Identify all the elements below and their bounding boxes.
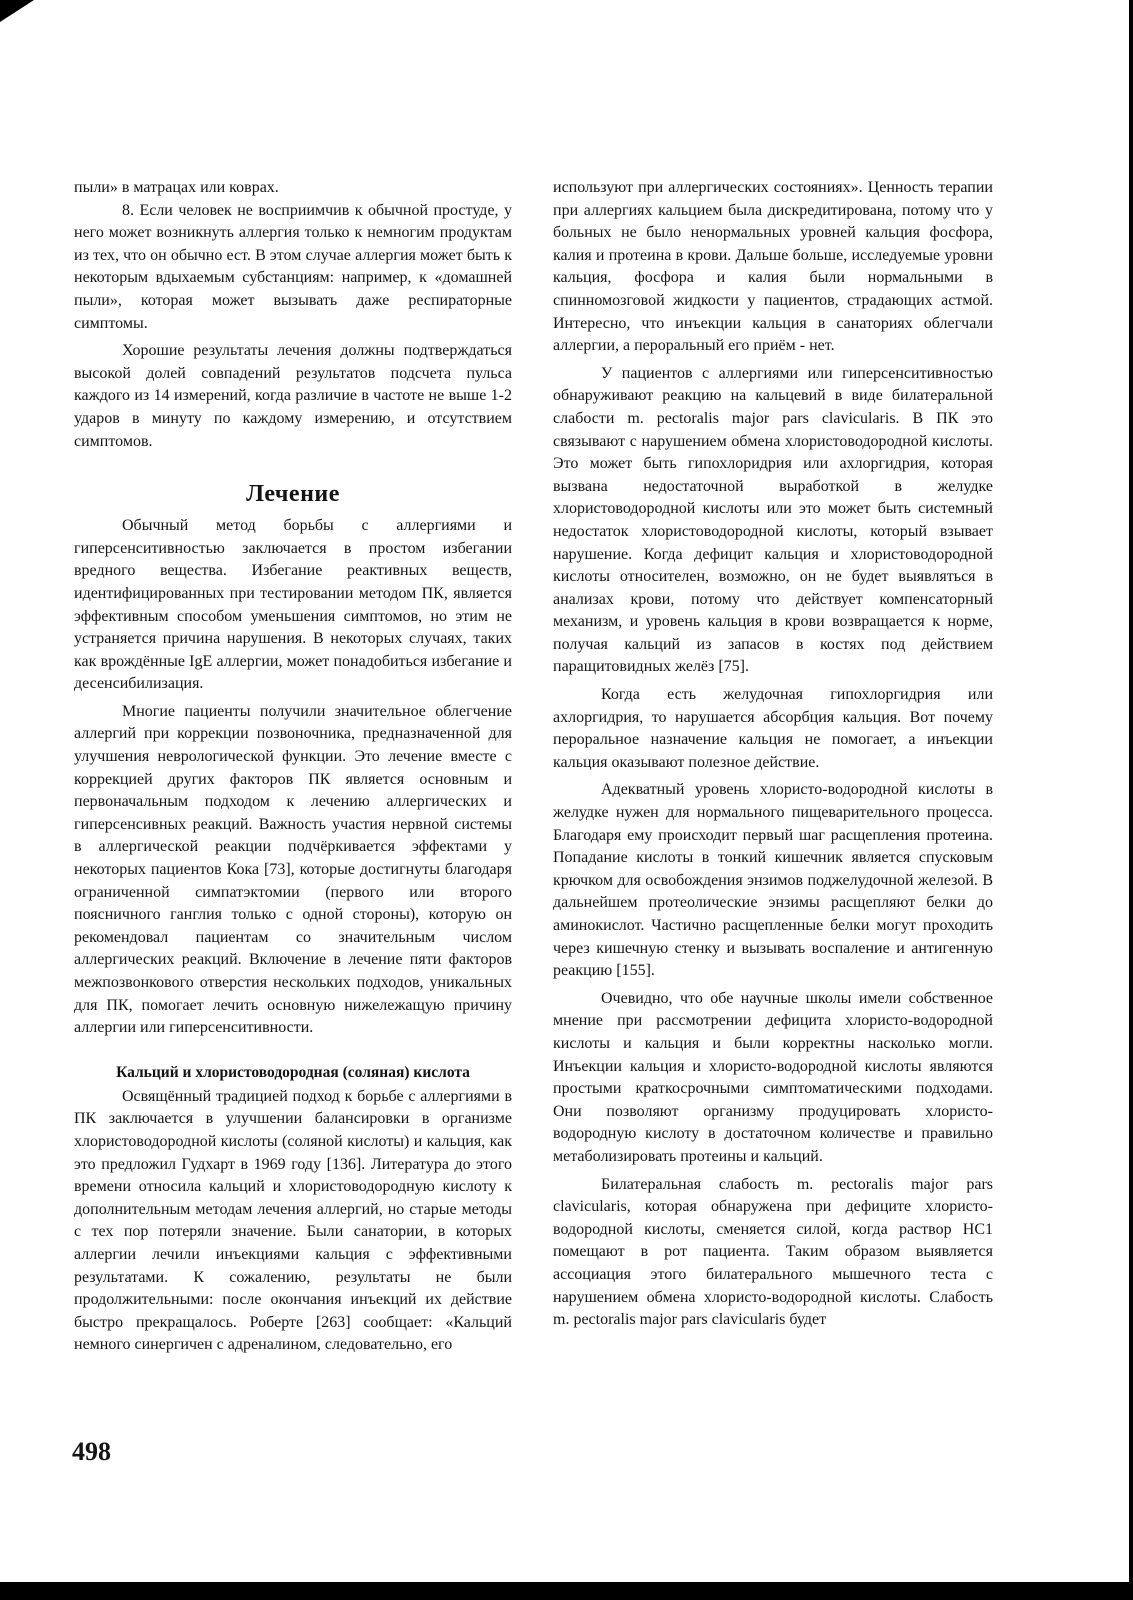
- right-column: [553, 177, 993, 1332]
- paragraph: У пациентов с аллергиями или гиперсенситивностью обнаруживают реакцию на кальцевий в виде билатеральной слабости m. pectoralis major pars clavicularis. В ПК это связывают с нарушением обмена хлористоводородной кислоты. Это может быть гипохлоридрия или ахлоргидрия, которая вызвана недостаточной выработкой в желудке хлористоводородной кислоты или это может быть системный недостаток хлористоводородной кислоты, который взывает нарушение. Когда дефицит кальция и хлористоводородной кислоты относителен, возможно, он не будет выявляться в анализах крови, потому что действует компенсаторный механизм, и уровень кальция в крови возвращается к норме, получая кальций из запасов в костях под действием паращитовидных желёз [75].: [553, 364, 993, 676]
- paragraph: Обычный метод борьбы с аллергиями и гиперсенситивностью заключается в простом избегании вредного вещества. Избегание реактивных веществ, идентифицированных при тестировании методом ПК, является эффективным способом уменьшения симптомов, но этим не устраняется причина нарушения. В некоторых случаях, таких как врождённые IgE аллергии, может понадобиться избегание и десенсибилизация.: [74, 517, 512, 693]
- paragraph: Освящённый традицией подход к борьбе с аллергиями в ПК заключается в улучшении балансировки в организме хлористоводородной кислоты (соляной кислоты) и кальция, как это предложил Гудхарт в 1969 году [136]. Литература до этого времени относила кальций и хлористоводородную кислоту к дополнительным методам лечения аллергий, но старые методы с тех пор потеряли значение. Были санатории, в которых аллергии лечили инъекциями кальция с эффективными результатами. К сожалению, результаты не были продолжительными: после окончания инъекций их действие быстро прекращалось. Роберте [263] сообщает: «Кальций немного синергичен с адреналином, следовательно, его: [74, 1087, 512, 1354]
- section-title: Лечение: [246, 481, 340, 508]
- subsection-title: Кальций и хлористоводородная (соляная) кислота: [116, 1063, 470, 1081]
- page-number: 498: [72, 1437, 111, 1466]
- paragraph: Хорошие результаты лечения должны подтверждаться высокой долей совпадений результатов подсчета пульса каждого из 14 измерений, когда различие в частоте не выше 1-2 ударов в минуту по каждому измерению, и отсутствием симптомов.: [74, 342, 512, 450]
- scan-bottom-band: [0, 1582, 1133, 1600]
- paragraph: Билатеральная слабость m. pectoralis major pars clavicularis, которая обнаружена при дефиците хлористо-водородной кислоты, сменяется силой, когда раствор НС1 помещают в рот пациента. Таким образом выявляется ассоциация этого билатерального мышечного теста с нарушением обмена хлористо-водородной кислоты. Слабость m. pectoralis major pars clavicularis будет: [553, 1175, 993, 1329]
- left-column: [74, 177, 512, 1357]
- paragraph: 8. Если человек не восприимчив к обычной простуде, у него может возникнуть аллергия только к немногим продуктам из тех, что он обычно ест. В этом случае аллергия может быть к некоторым вдыхаемым субстанциям: например, к «домашней пыли», которая может вызывать даже респираторные симптомы.: [74, 201, 512, 332]
- paragraph: используют при аллергических состояниях». Ценность терапии при аллергиях кальцием была дискредитирована, потому что у больных не было ненормальных уровней кальция фосфора, калия и протеина в крови. Дальше больше, исследуемые уровни кальция, фосфора и калия были нормальными в спинномозговой жидкости у пациентов, страдающих астмой. Интересно, что инъекции кальция в санаториях облегчали аллергии, а пероральный его приём - нет.: [553, 179, 993, 355]
- paragraph: Когда есть желудочная гипохлоргидрия или ахлоргидрия, то нарушается абсорбция кальция. Вот почему пероральное назначение кальция не помогает, а инъекции кальция оказывают полезное действие.: [553, 686, 993, 771]
- paragraph: Многие пациенты получили значительное облегчение аллергий при коррекции позвоночника, предназначенной для улучшения неврологической функции. Это лечение вместе с коррекцией других факторов ПК является основным и первоначальным подходом к лечению аллергических и гиперсенсивных реакций. Важность участия нервной системы в аллергической реакции подчёркивается эффектами у некоторых пациентов Кока [73], которые достигнуты благодаря ограниченной симпатэктомии (первого или второго поясничного ганглия только с одной стороны), которую он рекомендовал пациентам со значительным числом аллергических реакций. Включение в лечение пяти факторов межпозвонкового отверстия нескольких подходов, уникальных для ПК, помогает лечить основную нижележащую причину аллергии или гиперсенситивности.: [74, 702, 512, 1037]
- scan-right-edge: [1129, 0, 1133, 1600]
- paragraph: Очевидно, что обе научные школы имели собственное мнение при рассмотрении дефицита хлористо-водородной кислоты и кальция и были корректны насколько могли. Инъекции кальция и хлористо-водородной кислоты являются простыми краткосрочными симптоматическими подходами. Они позволяют организму продуцировать хлористо-водородную кислоту в достаточном количестве и правильно метаболизировать протеины и кальций.: [553, 989, 993, 1165]
- paragraph: пыли» в матрацах или коврах.: [74, 179, 279, 196]
- paragraph: Адекватный уровень хлористо-водородной кислоты в желудке нужен для нормального пищеварительного процесса. Благодаря ему происходит первый шаг расщепления протеина. Попадание кислоты в тонкий кишечник является спусковым крючком для освобождения энзимов поджелудочной железой. В дальнейшем протеолические энзимы расщепляют белки до аминокислот. Частично расщепленные белки могут проходить через кишечную стенку и вызывать воспаление и антигенную реакцию [155].: [553, 781, 993, 980]
- scan-corner-mark: [0, 0, 34, 22]
